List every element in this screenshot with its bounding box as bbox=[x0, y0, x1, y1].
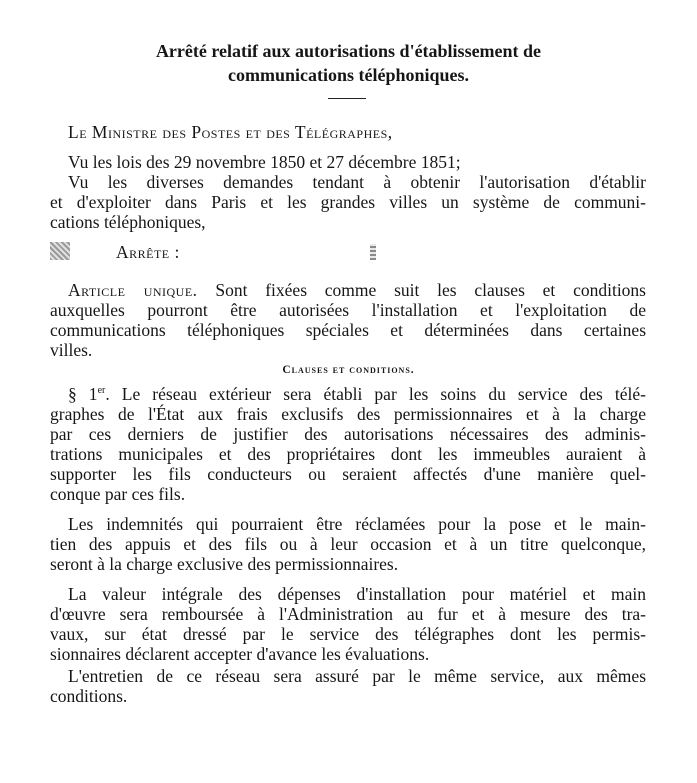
section1-line-2: graphes de l'État aux frais exclusifs des permissionnaires et à la charge bbox=[50, 404, 646, 424]
paragraph3-line-1: La valeur intégrale des dépenses d'installation pour matériel et main bbox=[68, 584, 646, 604]
section1-line-6: conque par ces fils. bbox=[50, 484, 186, 504]
section1-number: § 1 bbox=[68, 384, 98, 404]
preamble-line-2: Vu les diverses demandes tendant à obtenir l'autorisation d'établir bbox=[68, 172, 646, 192]
ink-blot-small bbox=[370, 244, 376, 260]
section1-number-suffix: er bbox=[97, 385, 106, 397]
article-line-2: auxquelles pourront être autorisées l'installation et l'exploitation de bbox=[50, 300, 646, 320]
document-title-line-2: communications téléphoniques. bbox=[227, 65, 470, 85]
paragraph2-line-2: tien des appuis et des fils ou à leur occasion et à un titre quelconque, bbox=[50, 534, 646, 554]
section1-line-1 bbox=[68, 384, 646, 404]
article-line-1 bbox=[68, 280, 646, 300]
paragraph3-line-3: vaux, sur état dressé par le service des télégraphes dont les permis- bbox=[50, 624, 646, 644]
article-line-1-text: Sont fixées comme suit les clauses et conditions bbox=[215, 280, 646, 300]
article-line-3: communications téléphoniques spéciales et déterminées dans certaines bbox=[50, 320, 646, 340]
paragraph4-line-2: conditions. bbox=[50, 686, 128, 706]
ink-blot bbox=[50, 242, 70, 260]
section1-line-3: par ces derniers de justifier des autorisations nécessaires des adminis- bbox=[50, 424, 646, 444]
paragraph3-line-2: d'œuvre sera remboursée à l'Administration au fur et à mesure des tra- bbox=[50, 604, 646, 624]
minister-heading: Le Ministre des Postes et des Télégraphes, bbox=[68, 122, 393, 142]
title-rule bbox=[328, 98, 366, 99]
paragraph2-line-1: Les indemnités qui pourraient être réclamées pour la pose et le main- bbox=[68, 514, 646, 534]
article-label: Article unique. bbox=[68, 280, 198, 300]
preamble-line-3: et d'exploiter dans Paris et les grandes villes un système de communi- bbox=[50, 192, 646, 212]
article-line-4: villes. bbox=[50, 340, 93, 360]
paragraph3-line-4: sionnaires déclarent accepter d'avance les évaluations. bbox=[50, 644, 430, 664]
section1-line-5: supporter les fils conducteurs ou seraient affectés d'une manière quel- bbox=[50, 464, 646, 484]
document-title-line-1: Arrêté relatif aux autorisations d'établissement de bbox=[155, 41, 542, 61]
paragraph4-line-1: L'entretien de ce réseau sera assuré par le même service, aux mêmes bbox=[68, 666, 646, 686]
paragraph2-line-3: seront à la charge exclusive des permissionnaires. bbox=[50, 554, 399, 574]
arrete-label: Arrête : bbox=[116, 242, 180, 262]
section1-line-1-text: . Le réseau extérieur sera établi par les soins du service des télé- bbox=[105, 384, 647, 404]
section1-line-4: trations municipales et des propriétaires dont les immeubles auraient à bbox=[50, 444, 646, 464]
preamble-line-4: cations téléphoniques, bbox=[50, 212, 206, 232]
preamble-line-1: Vu les lois des 29 novembre 1850 et 27 décembre 1851; bbox=[68, 152, 461, 172]
clauses-heading: Clauses et conditions. bbox=[282, 364, 415, 376]
